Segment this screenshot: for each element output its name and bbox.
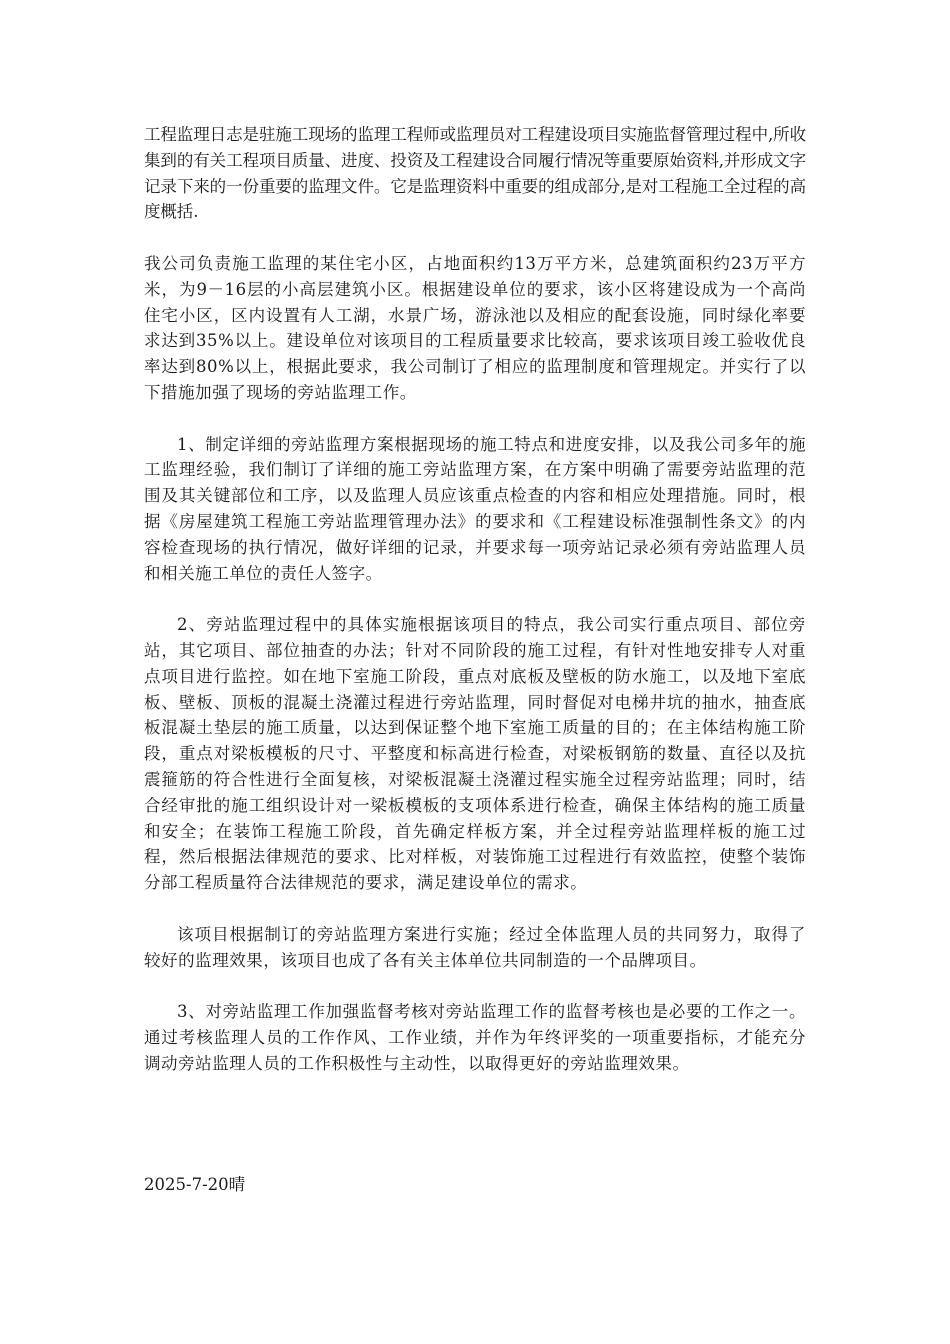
date-weather-line: 2025-7-20晴	[144, 1175, 246, 1194]
measure-1-paragraph: 1、制定详细的旁站监理方案根据现场的施工特点和进度安排，以及我公司多年的施工监理经验，我们制订了详细的施工旁站监理方案，在方案中明确了需要旁站监理的范围及其关键部位和工序，以及监理人员应该重点检查的内容和相应处理措施。同时，根据《房屋建筑工程施工旁站监理管理办法》的要求和《工程建设标准强制性条文》的内容检查现场的执行情况，做好详细的记录，并要求每一项旁站记录必须有旁站监理人员和相关施工单位的责任人签字。	[144, 434, 806, 583]
project-overview-paragraph: 我公司负责施工监理的某住宅小区，占地面积约13万平方米，总建筑面积约23万平方米，为9－16层的小高层建筑小区。根据建设单位的要求，该小区将建设成为一个高尚住宅小区，区内设置有人工湖，水景广场，游泳池以及相应的配套设施，同时绿化率要求达到35%以上。建设单位对该项目的工程质量要求比较高，要求该项目竣工验收优良率达到80%以上，根据此要求，我公司制订了相应的监理制度和管理规定。并实行了以下措施加强了现场的旁站监理工作。	[144, 253, 806, 402]
intro-paragraph: 工程监理日志是驻施工现场的监理工程师或监理员对工程建设项目实施监督管理过程中,所收集到的有关工程项目质量、进度、投资及工程建设合同履行情况等重要原始资料,并形成文字记录下来的一份重要的监理文件。它是监理资料中重要的组成部分,是对工程施工全过程的高度概括.	[144, 125, 806, 222]
measure-2-paragraph: 2、旁站监理过程中的具体实施根据该项目的特点，我公司实行重点项目、部位旁站，其它项目、部位抽查的办法；针对不同阶段的施工过程，有针对性地安排专人对重点项目进行监控。如在地下室施工阶段，重点对底板及壁板的防水施工，以及地下室底板、壁板、顶板的混凝土浇灌过程进行旁站监理，同时督促对电梯井坑的抽水，抽查底板混凝土垫层的施工质量，以达到保证整个地下室施工质量的目的；在主体结构施工阶段，重点对梁板模板的尺寸、平整度和标高进行检查，对梁板钢筋的数量、直径以及抗震箍筋的符合性进行全面复核，对梁板混凝土浇灌过程实施全过程旁站监理；同时，结合经审批的施工组织设计对一梁板模板的支项体系进行检查，确保主体结构的施工质量和安全；在装饰工程施工阶段，首先确定样板方案，并全过程旁站监理样板的施工过程，然后根据法律规范的要求、比对样板，对装饰施工过程进行有效监控，使整个装饰分部工程质量符合法律规范的要求，满足建设单位的需求。	[144, 615, 806, 893]
measure-3-paragraph: 3、对旁站监理工作加强监督考核对旁站监理工作的监督考核也是必要的工作之一。通过考核监理人员的工作作风、工作业绩，并作为年终评奖的一项重要指标，才能充分调动旁站监理人员的工作积极性与主动性，以取得更好的旁站监理效果。	[144, 1002, 806, 1073]
document-body	[144, 122, 806, 1102]
result-paragraph: 该项目根据制订的旁站监理方案进行实施；经过全体监理人员的共同努力，取得了较好的监理效果，该项目也成了各有关主体单位共同制造的一个品牌项目。	[144, 924, 806, 970]
